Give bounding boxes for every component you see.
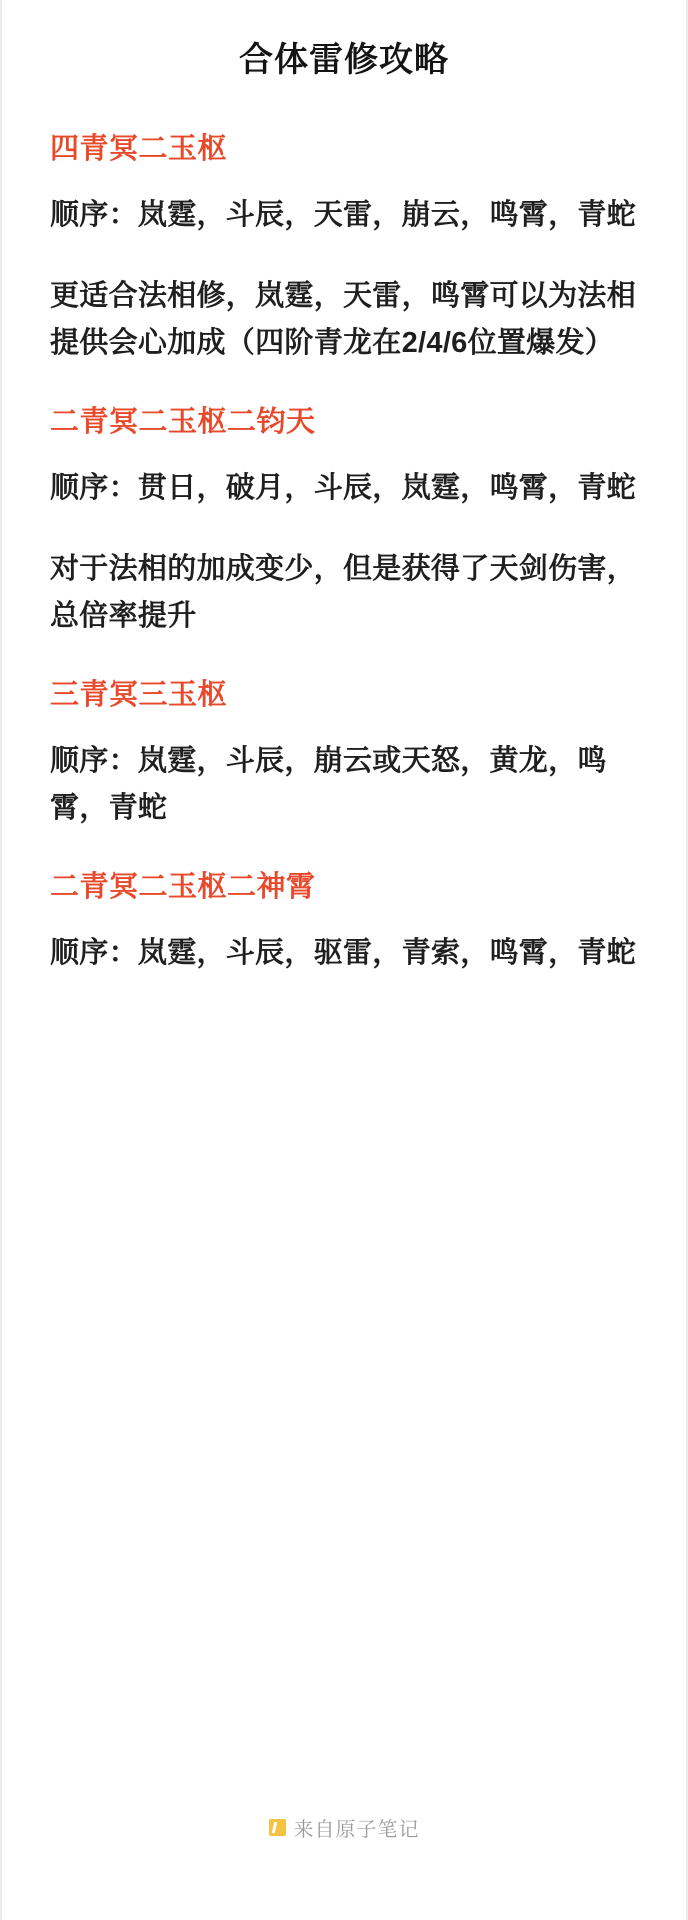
section-heading: 三青冥三玉枢 bbox=[50, 679, 228, 712]
section-heading: 四青冥二玉枢 bbox=[50, 133, 228, 166]
section-2 bbox=[50, 401, 638, 640]
section-paragraph: 顺序：贯日，破月，斗辰，岚霆，鸣霄，青蛇 bbox=[50, 472, 637, 505]
section-heading: 二青冥二玉枢二钧天 bbox=[50, 406, 316, 439]
page-title: 合体雷修攻略 bbox=[239, 41, 449, 79]
section-paragraph: 顺序：岚霆，斗辰，天雷，崩云，鸣霄，青蛇 bbox=[50, 199, 637, 232]
section-paragraph: 顺序：岚霆，斗辰，崩云或天怒，黄龙，鸣霄，青蛇 bbox=[50, 745, 607, 825]
footer-attribution bbox=[0, 1813, 688, 1842]
section-paragraph: 对于法相的加成变少，但是获得了天剑伤害，总倍率提升 bbox=[50, 553, 637, 633]
section-paragraph: 顺序：岚霆，斗辰，驱雷，青索，鸣霄，青蛇 bbox=[50, 937, 637, 970]
section-4 bbox=[50, 866, 638, 977]
section-3 bbox=[50, 674, 638, 832]
section-1 bbox=[50, 128, 638, 367]
note-badge-icon bbox=[269, 1819, 286, 1836]
section-heading: 二青冥二玉枢二神霄 bbox=[50, 871, 316, 904]
footer-text: 来自原子笔记 bbox=[293, 1819, 420, 1841]
section-paragraph: 更适合法相修，岚霆，天雷，鸣霄可以为法相提供会心加成（四阶青龙在2/4/6位置爆发） bbox=[50, 280, 637, 360]
page-edge-left bbox=[0, 0, 2, 1920]
